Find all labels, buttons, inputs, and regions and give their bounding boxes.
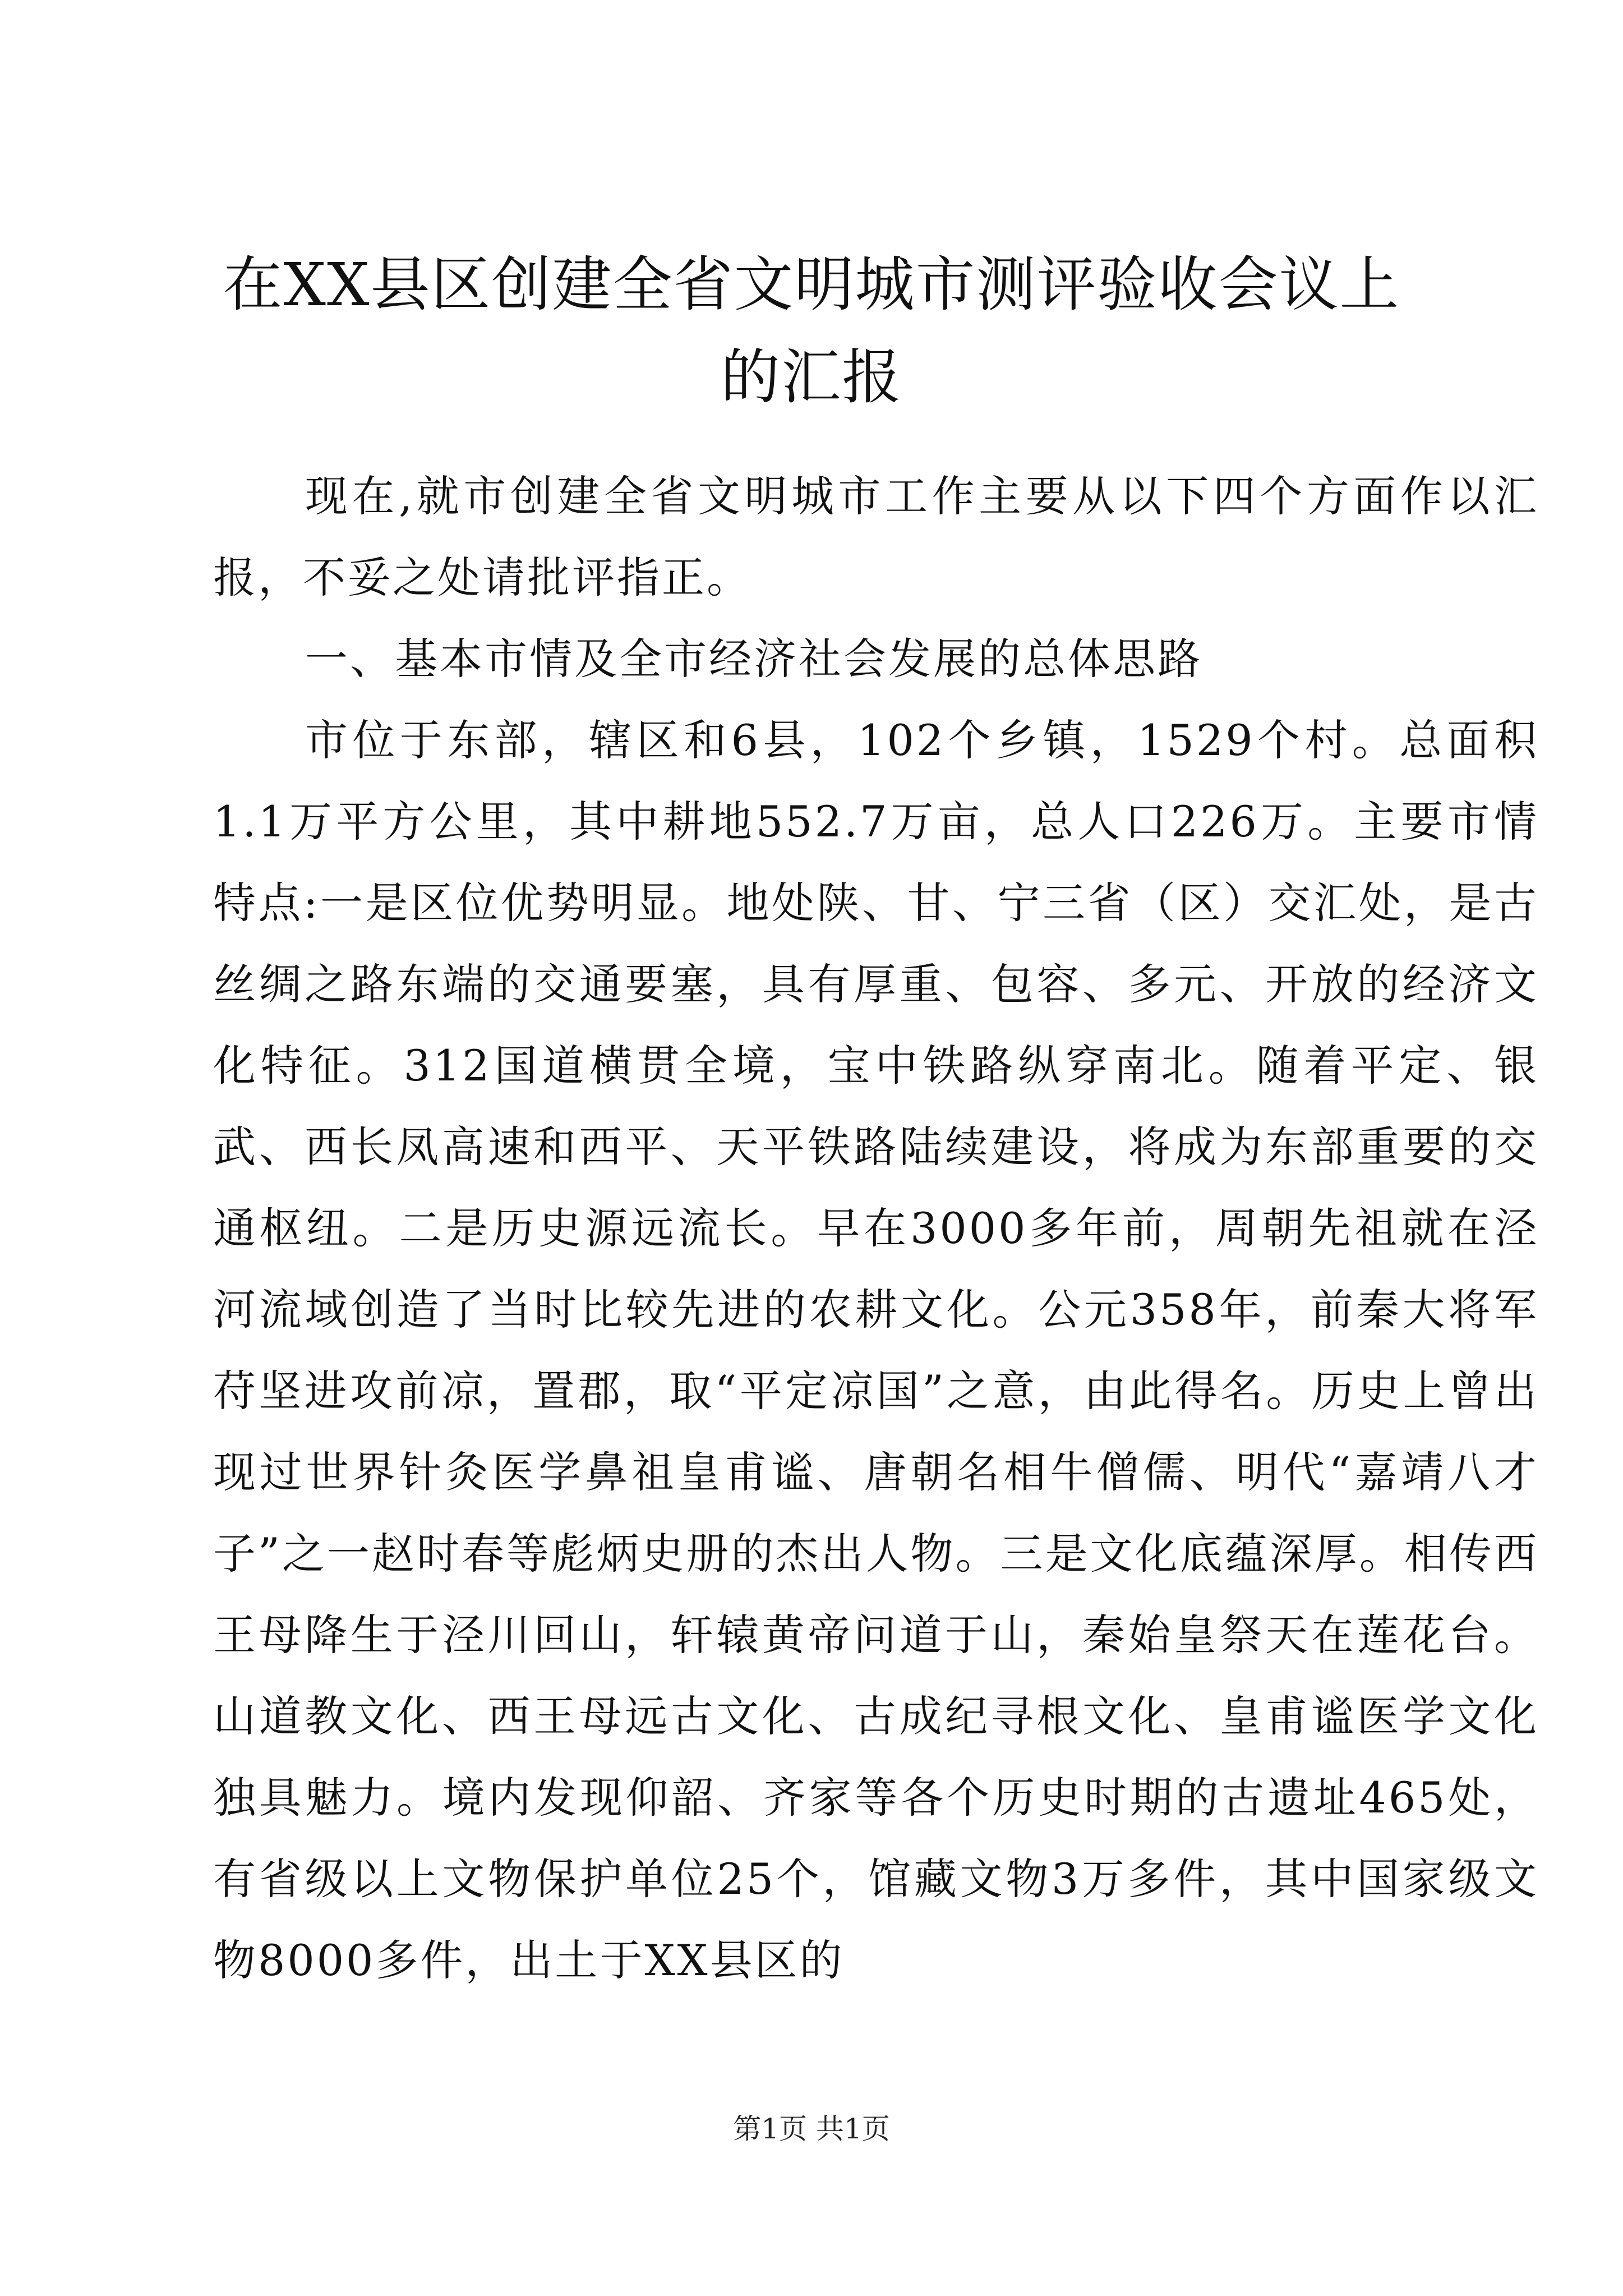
document-title: 在XX县区创建全省文明城市测评验收会议上的汇报 bbox=[223, 250, 1400, 412]
page-number-footer: 第1页 共1页 bbox=[733, 2113, 890, 2145]
paragraph-intro: 现在,就市创建全省文明城市工作主要从以下四个方面作以汇报，不妥之处请批评指正。 bbox=[213, 471, 1539, 602]
paragraph-city-overview: 市位于东部，辖区和6县，102个乡镇，1529个村。总面积1.1万平方公里，其中耕地552.7万亩，总人口226万。主要市情特点:一是区位优势明显。地处陕、甘、宁三省（区）交汇处，是古丝绸之路东端的交通要塞，具有厚重、包容、多元、开放的经济文化特征。312国道横贯全境，宝中铁路纵穿南北。随着平定、银武、西长凤高速和西平、天平铁路陆续建设，将成为东部重要的交通枢纽。二是历史源远流长。早在3000多年前，周朝先祖就在泾河流域创造了当时比较先进的农耕文化。公元358年，前秦大将军苻坚进攻前凉，置郡，取“平定凉国”之意，由此得名。历史上曾出现过世界针灸医学鼻祖皇甫谧、唐朝名相牛僧儒、明代“嘉靖八才子”之一赵时春等彪炳史册的杰出人物。三是文化底蕴深厚。相传西王母降生于泾川回山，轩辕黄帝问道于山，秦始皇祭天在莲花台。山道教文化、西王母远古文化、古成纪寻根文化、皇甫谧医学文化独具魅力。境内发现仰韶、齐家等各个历史时期的古遗址465处，有省级以上文物保护单位25个，馆藏文物3万多件，其中国家级文物8000多件，出土于XX县区的 bbox=[213, 715, 1539, 1985]
section-heading: 一、基本市情及全市经济社会发展的总体思路 bbox=[305, 634, 1202, 684]
document-body bbox=[213, 455, 1539, 2001]
